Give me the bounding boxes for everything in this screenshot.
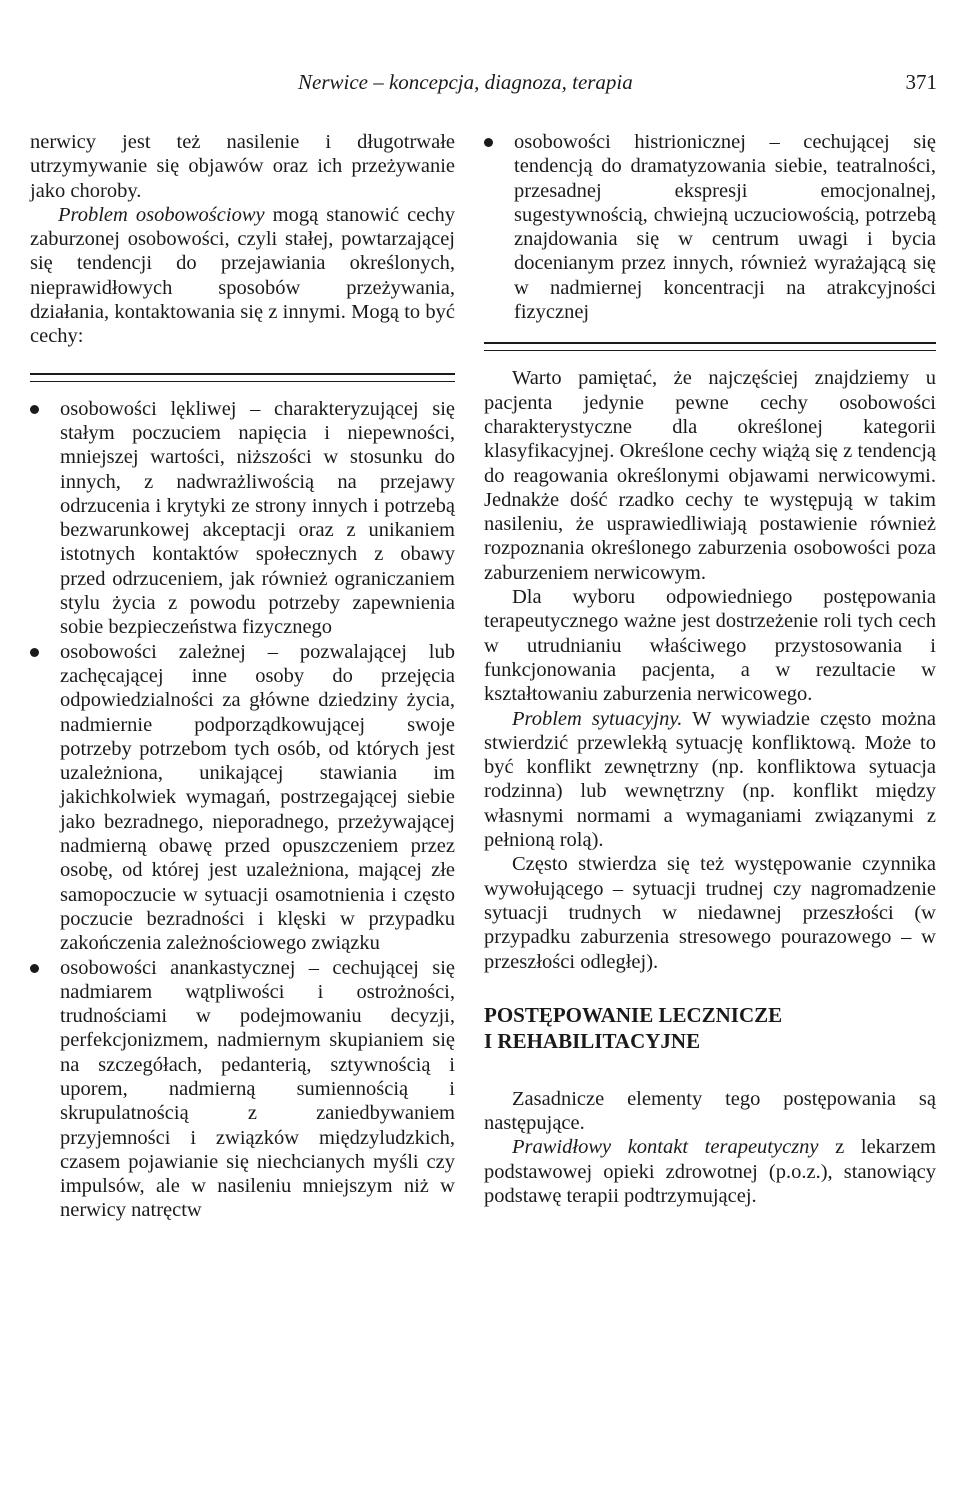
personality-problem-runin: Problem osobowościowy <box>58 203 265 226</box>
bullet-icon <box>30 405 39 414</box>
bullet-icon <box>484 138 493 147</box>
list-item-text: osobowości histrionicznej – cechującej się tendencją do dramatyzowania siebie, teatralności, przesadnej ekspresji emocjonalnej, sugestywnością, chwiejną uczuciowością, potrzebą znajdowania się w centrum uwagi i bycia docenianym przez innych, również wyrażającą się w nadmiernej koncentracji na atrakcyjności fizycznej <box>514 131 936 324</box>
page-header <box>0 70 960 102</box>
histrionic-list <box>484 130 936 324</box>
paragraph: Dla wyboru odpowiedniego postępowania terapeutycznego ważne jest dostrzeżenie roli tych cech w utrudnianiu właściwego przystosowania i funkcjonowania pacjenta, a w rezultacie w kształtowaniu zaburzenia nerwicowego. <box>484 586 936 706</box>
bullet-icon <box>30 964 39 973</box>
paragraph: Warto pamiętać, że najczęściej znajdziemy u pacjenta jedynie pewne cechy osobowości charakterystyczne dla określonej kategorii klasyfikacyjnej. Określone cechy wiążą się z tendencją do reagowania określonymi objawami nerwicowymi. Jednakże dość rzadko cechy te występują w takim nasileniu, że usprawiedliwiają postawienie również rozpoznania określonego zaburzenia osobowości poza zaburzeniem nerwicowym. <box>484 367 936 584</box>
running-title: Nerwice – koncepcja, diagnoza, terapia <box>298 70 633 94</box>
situational-problem-text: W wywiadzie często można stwierdzić przewlekłą sytuację konfliktową. Może to być konflikt zewnętrzny (np. konfliktowa sytuacja rodzinna) lub wewnętrzny (np. konflikt między własnymi normami a wymaganiami związanymi z pełnioną rolą). <box>484 707 936 852</box>
personality-problem-text: mogą stanowić cechy zaburzonej osobowości, czyli stałej, powtarzającej się tendencji do przejawiania określonych, nieprawidłowych sposobów przeżywania, działania, kontaktowania się z innymi. Mogą to być cechy: <box>30 203 455 348</box>
page-number: 371 <box>905 70 937 94</box>
situational-problem-runin: Problem sytuacyjny. <box>512 707 683 730</box>
situational-problem-paragraph <box>484 707 936 853</box>
list-item <box>30 640 455 956</box>
list-item <box>484 130 936 324</box>
right-column <box>484 130 936 1208</box>
list-item-text: osobowości anankastycznej – cechującej się nadmiarem wątpliwości i ostrożności, trudnościami w podejmowaniu decyzji, perfekcjonizmem, nadmiernym skupianiem się na szczegółach, pedanterią, sztywnością i uporem, nadmierną sumiennością i skrupulatnością z zaniedbywaniem przyjemności i związków międzyludzkich, czasem pojawianie się niechcianych myśli czy impulsów, ale w nasileniu mniejszym niż w nerwicy natręctw <box>60 956 455 1222</box>
list-item-text: osobowości zależnej – pozwalającej lub zachęcającej inne osoby do przejęcia odpowiedzialności za główne dziedziny życia, nadmiernie podporządkowującej swoje potrzeby potrzebom tych osób, od których jest uzależniona, unikającej stawiania im jakichkolwiek wymagań, postrzegającej siebie jako bezradnego, nieporadnego, przeżywającej nadmierną obawę przed opuszczeniem przez osobę, od której jest uzależniona, mającej złe samopoczucie w sytuacji osamotnienia i często poczucie bezradności i klęski w przypadku zakończenia zależnościowego związku <box>60 640 455 955</box>
paragraph: Często stwierdza się też występowanie czynnika wywołującego – sytuacji trudnej czy nagromadzenie sytuacji trudnych w niedawnej przeszłości (w przypadku zaburzenia stresowego pourazowego – w przeszłości odległej). <box>484 853 936 973</box>
section-heading-line2: I REHABILITACYJNE <box>484 1028 701 1053</box>
therapeutic-contact-runin: Prawidłowy kontakt terapeutyczny <box>512 1136 819 1159</box>
section-heading-line1: POSTĘPOWANIE LECZNICZE <box>484 1002 783 1027</box>
paragraph: Zasadnicze elementy tego postępowania są następujące. <box>484 1087 936 1135</box>
section-divider <box>30 373 455 382</box>
list-item <box>30 397 455 640</box>
therapeutic-contact-text: z lekarzem podstawowej opieki zdrowotnej (p.o.z.), stanowiący podstawę terapii podtrzymującej. <box>484 1136 936 1207</box>
left-column <box>30 130 455 1223</box>
intro-paragraph: nerwicy jest też nasilenie i długotrwałe utrzymywanie się objawów oraz ich przeżywanie jako choroby. <box>30 131 455 202</box>
list-item <box>30 956 455 1223</box>
therapeutic-contact-paragraph <box>484 1135 936 1208</box>
section-divider <box>484 342 936 351</box>
personality-traits-list <box>30 397 455 1223</box>
section-heading <box>484 1002 936 1054</box>
personality-problem-paragraph <box>30 203 455 349</box>
list-item-text: osobowości lękliwej – charakteryzującej się stałym poczuciem napięcia i niepewności, mniejszej wartości, niższości w stosunku do innych, z nadwrażliwością na przejawy odrzucenia i krytyki ze strony innych i potrzebą bezwarunkowej akceptacji oraz z unikaniem istotnych kontaktów społecznych z obawy przed odrzuceniem, jak również ograniczaniem stylu życia z powodu potrzeby zapewnienia sobie bezpieczeństwa fizycznego <box>60 397 455 639</box>
bullet-icon <box>30 648 39 657</box>
